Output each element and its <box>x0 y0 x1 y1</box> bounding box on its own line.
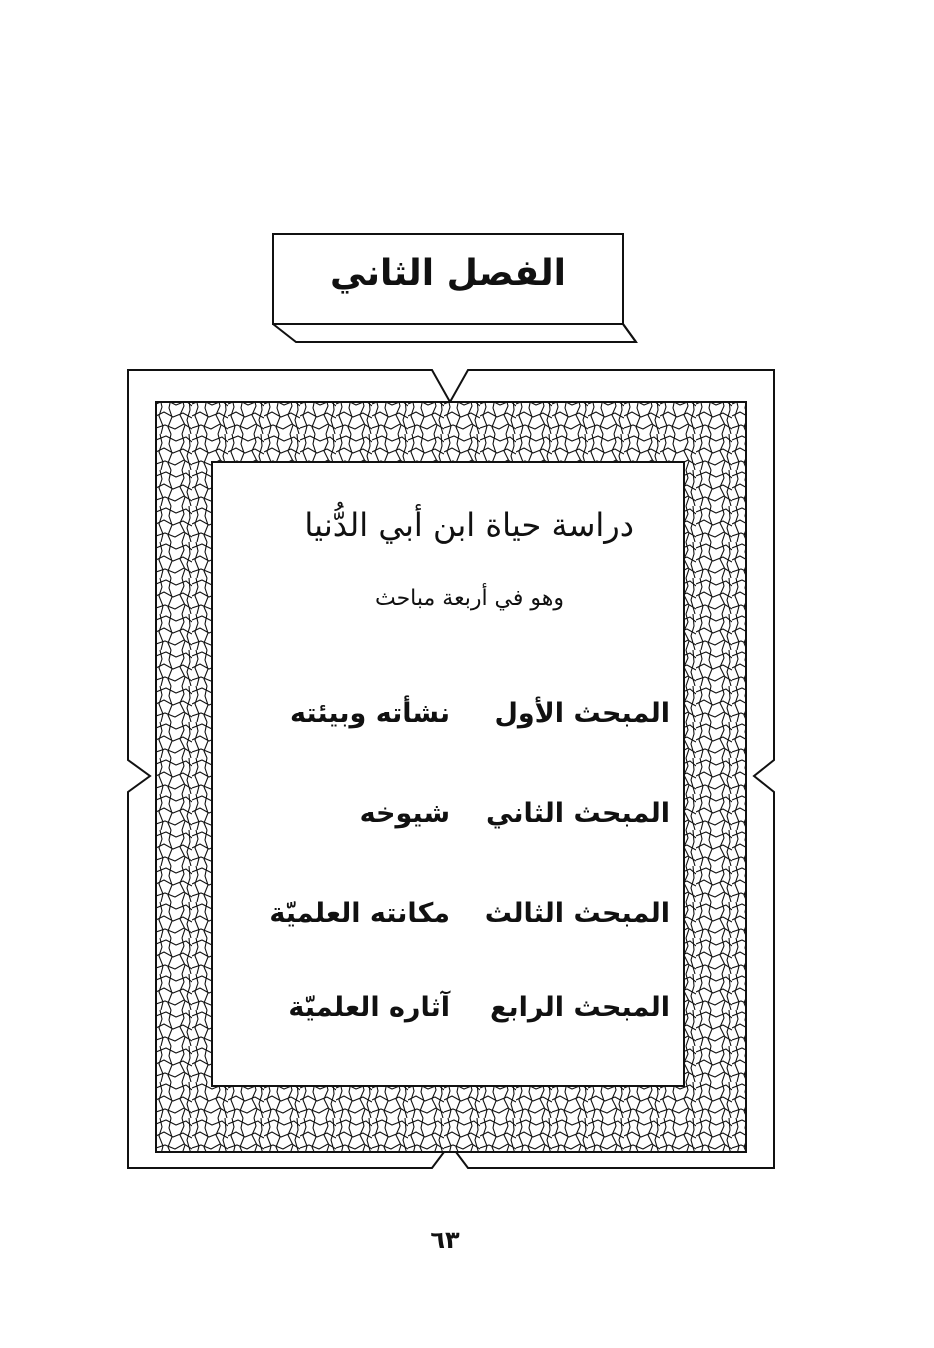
section-label: المبحث الثالث <box>484 898 670 929</box>
section-row <box>230 898 670 948</box>
section-row <box>230 798 670 848</box>
chapter-title: الفصل الثاني <box>330 253 566 294</box>
section-topic: مكانته العلميّة <box>269 898 450 929</box>
section-label: المبحث الأول <box>494 698 670 729</box>
contents-panel <box>212 462 684 1086</box>
section-row <box>230 698 670 748</box>
page-number: ٦٣ <box>430 1226 460 1254</box>
chapter-title-box <box>272 233 638 345</box>
section-label: المبحث الثاني <box>486 798 670 829</box>
study-subtitle: وهو في أربعة مباحث <box>374 586 564 611</box>
section-label: المبحث الرابع <box>490 992 670 1023</box>
section-topic: شيوخه <box>359 798 450 829</box>
section-row <box>230 992 670 1042</box>
section-topic: نشأته وبيئته <box>289 698 450 729</box>
section-topic: آثاره العلميّة <box>288 992 450 1023</box>
study-title: دراسة حياة ابن أبي الدُّنيا <box>304 506 634 544</box>
